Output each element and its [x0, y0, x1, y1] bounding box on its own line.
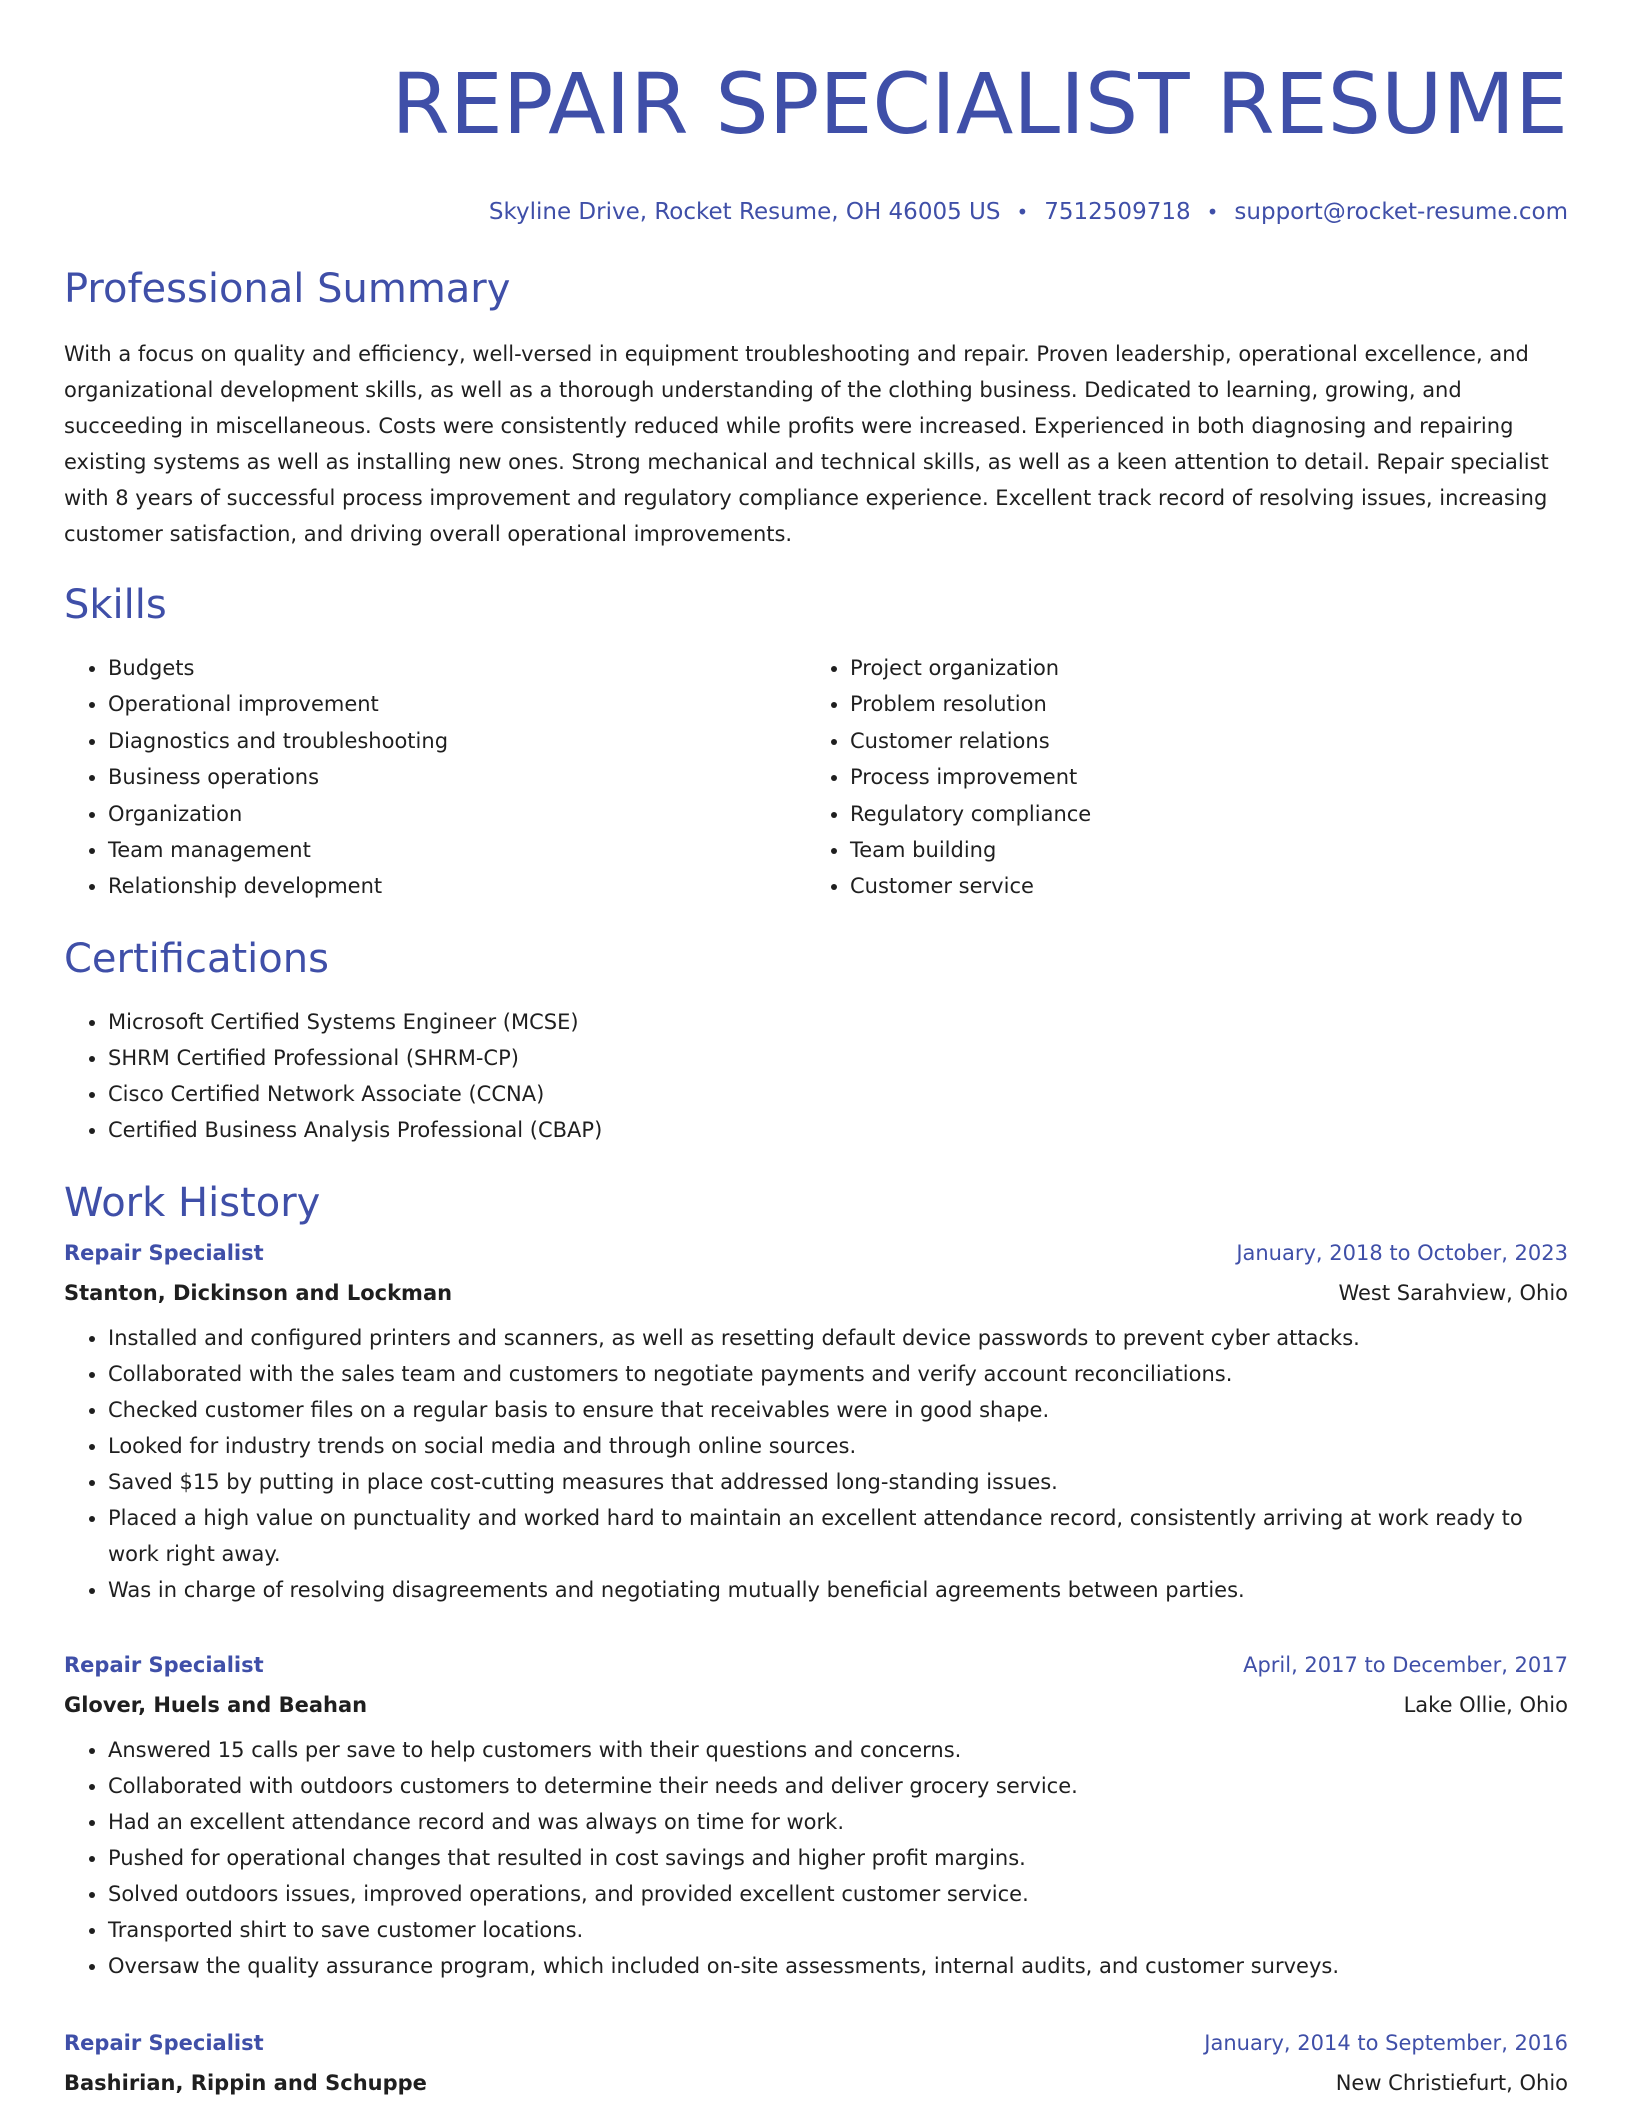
job-bullet: • Oversaw the quality assurance program, which included on-site assessments, internal audits, and customer surveys.	[108, 1948, 1568, 1984]
job-bullet: • Was in charge of resolving disagreements and negotiating mutually beneficial agreements between parties.	[108, 1572, 1568, 1608]
contact-separator: •	[1206, 200, 1219, 224]
job-bullet: • Installed and configured printers and scanners, as well as resetting default device passwords to prevent cyber attacks.	[108, 1320, 1568, 1356]
skill-item: • Problem resolution	[850, 686, 1548, 722]
skill-item: • Business operations	[108, 759, 806, 795]
job-dates: January, 2014 to September, 2016	[1204, 2031, 1568, 2055]
skills-column-right	[806, 650, 1548, 905]
skills-heading: Skills	[64, 582, 167, 628]
certification-item: • Microsoft Certified Systems Engineer (MCSE)	[108, 1004, 602, 1040]
certification-item: • Cisco Certified Network Associate (CCNA)	[108, 1076, 602, 1112]
skill-item: • Operational improvement	[108, 686, 806, 722]
skill-item: • Customer relations	[850, 723, 1548, 759]
job-bullet: • Saved $15 by putting in place cost-cutting measures that addressed long-standing issues.	[108, 1464, 1568, 1500]
job-entry	[64, 2028, 1568, 2098]
job-location: New Christiefurt, Ohio	[1335, 2071, 1568, 2095]
job-bullet: • Pushed for operational changes that resulted in cost savings and higher profit margins.	[108, 1840, 1568, 1876]
job-bullet: • Transported shirt to save customer locations.	[108, 1912, 1568, 1948]
contact-separator: •	[1016, 200, 1029, 224]
certification-item: • SHRM Certified Professional (SHRM-CP)	[108, 1040, 602, 1076]
job-role: Repair Specialist	[64, 1653, 264, 1677]
skill-item: • Diagnostics and troubleshooting	[108, 723, 806, 759]
skill-item: • Process improvement	[850, 759, 1548, 795]
skill-item: • Customer service	[850, 868, 1548, 904]
contact-phone: 7512509718	[1044, 199, 1191, 225]
job-entry	[64, 1238, 1568, 1608]
job-bullet: • Had an excellent attendance record and was always on time for work.	[108, 1804, 1568, 1840]
resume-title: REPAIR SPECIALIST RESUME	[391, 55, 1568, 153]
job-bullet: • Solved outdoors issues, improved operations, and provided excellent customer service.	[108, 1876, 1568, 1912]
job-bullet: • Answered 15 calls per save to help customers with their questions and concerns.	[108, 1732, 1568, 1768]
contact-address: Skyline Drive, Rocket Resume, OH 46005 US	[488, 199, 1001, 225]
job-company: Bashirian, Rippin and Schuppe	[64, 2071, 427, 2095]
job-bullets	[64, 1732, 1568, 1984]
skills-column-left	[64, 650, 806, 905]
job-company: Stanton, Dickinson and Lockman	[64, 1281, 453, 1305]
work-history-heading: Work History	[64, 1180, 321, 1226]
job-bullet: • Looked for industry trends on social media and through online sources.	[108, 1428, 1568, 1464]
skill-item: • Project organization	[850, 650, 1548, 686]
skill-item: • Budgets	[108, 650, 806, 686]
job-bullet: • Collaborated with the sales team and customers to negotiate payments and verify account reconciliations.	[108, 1356, 1568, 1392]
certifications-heading: Certifications	[64, 936, 329, 982]
certifications-list	[64, 1004, 602, 1148]
job-bullet: • Checked customer files on a regular basis to ensure that receivables were in good shape.	[108, 1392, 1568, 1428]
job-bullet: • Placed a high value on punctuality and worked hard to maintain an excellent attendance record, consistently arriving at work ready to work right away.	[108, 1500, 1568, 1572]
job-role: Repair Specialist	[64, 2031, 264, 2055]
resume-page	[64, 0, 1568, 2095]
job-bullets	[64, 1320, 1568, 1608]
skills-list	[64, 650, 1568, 905]
job-company: Glover, Huels and Beahan	[64, 1693, 368, 1717]
job-dates: January, 2018 to October, 2023	[1236, 1241, 1568, 1265]
skill-item: • Team building	[850, 832, 1548, 868]
skill-item: • Relationship development	[108, 868, 806, 904]
job-entry	[64, 1650, 1568, 1984]
job-bullet: • Collaborated with outdoors customers to determine their needs and deliver grocery service.	[108, 1768, 1568, 1804]
skill-item: • Organization	[108, 796, 806, 832]
skill-item: • Team management	[108, 832, 806, 868]
contact-line	[64, 196, 1568, 228]
skill-item: • Regulatory compliance	[850, 796, 1548, 832]
summary-heading: Professional Summary	[64, 266, 511, 312]
job-location: Lake Ollie, Ohio	[1403, 1693, 1568, 1717]
job-role: Repair Specialist	[64, 1241, 264, 1265]
certification-item: • Certified Business Analysis Professional (CBAP)	[108, 1112, 602, 1148]
job-dates: April, 2017 to December, 2017	[1243, 1653, 1568, 1677]
summary-text: With a focus on quality and efficiency, well-versed in equipment troubleshooting and repair. Proven leadership, operational excellence, and organizational development skills, as well as a thorough understanding of the clothing business. Dedicated to learning, growing, and succeeding in miscellaneous. Costs were consistently reduced while profits were increased. Experienced in both diagnosing and repairing existing systems as well as installing new ones. Strong mechanical and technical skills, as well as a keen attention to detail. Repair specialist with 8 years of successful process improvement and regulatory compliance experience. Excellent track record of resolving issues, increasing customer satisfaction, and driving overall operational improvements.	[64, 342, 1549, 546]
contact-email[interactable]: support@rocket-resume.com	[1234, 199, 1568, 225]
job-location: West Sarahview, Ohio	[1338, 1281, 1568, 1305]
